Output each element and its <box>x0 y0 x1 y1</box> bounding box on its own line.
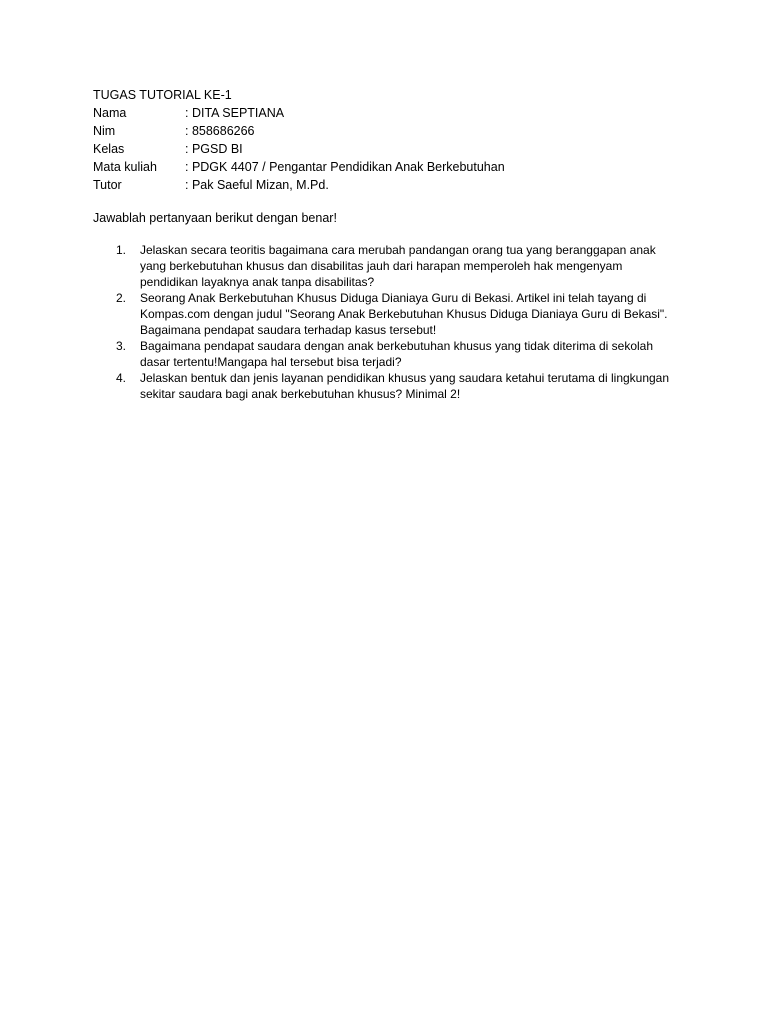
info-value: : DITA SEPTIANA <box>185 106 285 120</box>
info-label: Tutor <box>93 178 122 192</box>
info-row-name <box>93 104 505 122</box>
question-number: 2. <box>116 291 127 305</box>
info-value: : PDGK 4407 / Pengantar Pendidikan Anak Berkebutuhan <box>185 160 505 174</box>
info-row-tutor <box>93 176 505 194</box>
question-number: 1. <box>116 243 127 257</box>
info-row-course <box>93 158 505 176</box>
info-label: Mata kuliah <box>93 160 157 174</box>
info-label: Nim <box>93 124 116 138</box>
question-number: 3. <box>116 339 127 353</box>
question-text: Jelaskan bentuk dan jenis layanan pendidikan khusus yang saudara ketahui terutama di lingkungan sekitar saudara bagi anak berkebutuhan khusus? Minimal 2! <box>140 371 670 401</box>
info-value: : PGSD BI <box>185 142 243 156</box>
question-text: Bagaimana pendapat saudara dengan anak berkebutuhan khusus yang tidak diterima di sekolah dasar tertentu!Mangapa hal tersebut bisa terjadi? <box>140 339 654 369</box>
info-label: Nama <box>93 106 127 120</box>
question-number: 4. <box>116 371 127 385</box>
question-item <box>93 370 673 402</box>
question-list <box>93 242 673 402</box>
question-text: Seorang Anak Berkebutuhan Khusus Diduga Dianiaya Guru di Bekasi. Artikel ini telah tayang di Kompas.com dengan judul "Seorang Anak Berkebutuhan Khusus Diduga Dianiaya Guru di Bekasi". Bagaimana pendapat saudara terhadap kasus tersebut! <box>140 291 668 337</box>
info-value: : Pak Saeful Mizan, M.Pd. <box>185 178 329 192</box>
info-label: Kelas <box>93 142 125 156</box>
question-text: Jelaskan secara teoritis bagaimana cara merubah pandangan orang tua yang beranggapan anak yang berkebutuhan khusus dan disabilitas jauh dari harapan memperoleh hak mengenyam pendidikan layaknya anak tanpa disabilitas? <box>140 243 656 289</box>
student-info <box>93 104 505 194</box>
document-title: TUGAS TUTORIAL KE-1 <box>93 88 232 102</box>
question-item <box>93 338 673 370</box>
info-value: : 858686266 <box>185 124 255 138</box>
info-row-nim <box>93 122 505 140</box>
question-item <box>93 290 673 338</box>
question-item <box>93 242 673 290</box>
info-row-class <box>93 140 505 158</box>
instruction-text: Jawablah pertanyaan berikut dengan benar! <box>93 211 337 225</box>
